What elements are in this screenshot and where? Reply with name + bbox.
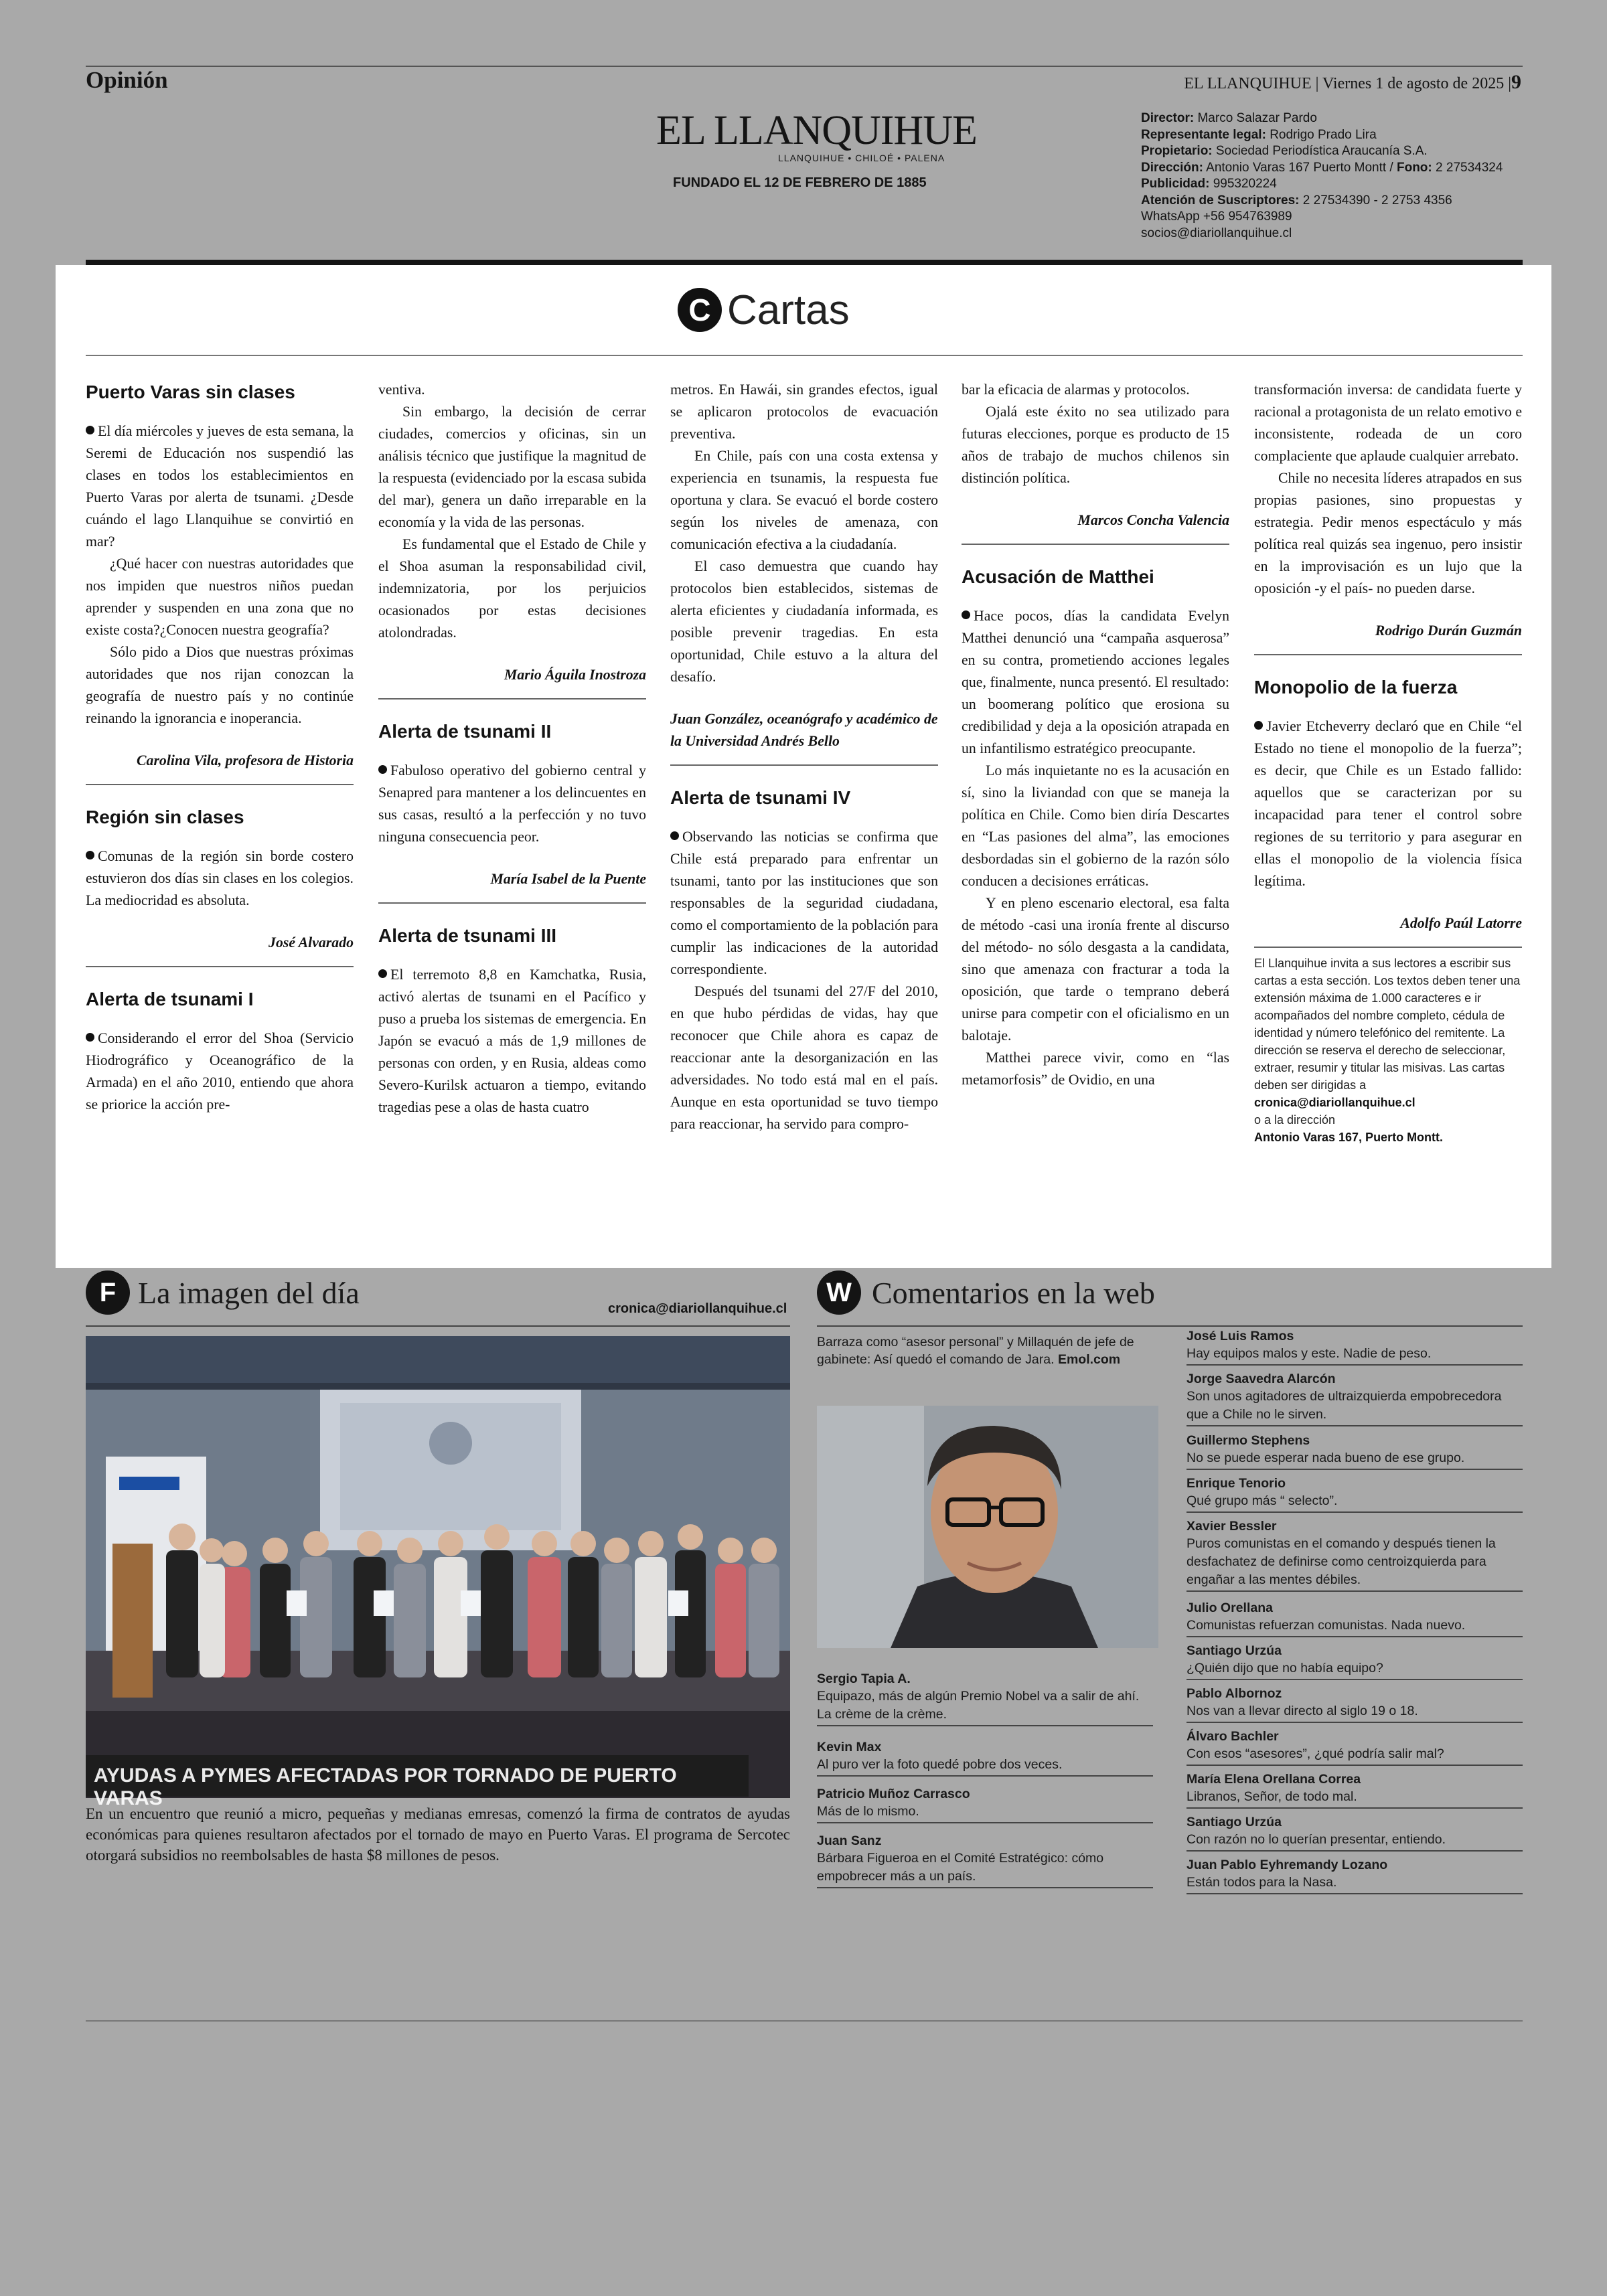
letter-paragraph: El caso demuestra que cuando hay protocolos bien establecidos, sistemas de alerta eficientes y ciudadanía informada, es posible prevenir tragedias. En esta oportunidad, Chile estuvo a la altura del desafío. bbox=[670, 558, 938, 685]
comment-author: Kevin Max bbox=[817, 1740, 882, 1754]
comment-item bbox=[1187, 1686, 1523, 1723]
cartas-column-1 bbox=[86, 379, 354, 1116]
comment-item bbox=[817, 1739, 1153, 1777]
comment-text: Son unos agitadores de ultraizquierda empobrecedora que a Chile no le sirven. bbox=[1187, 1388, 1523, 1426]
letter-signature: José Alvarado bbox=[269, 934, 354, 951]
letter-paragraph: Fabuloso operativo del gobierno central y Senapred para mantener a los delincuentes en sus casas, resultó a la perfección y no tuvo ninguna consecuencia peor. bbox=[378, 760, 646, 848]
comment-item bbox=[1187, 1814, 1523, 1852]
letter-paragraph: Sin embargo, la decisión de cerrar ciudades, comercios y oficinas, sin un análisis técnico que justifique la magnitud de la respuesta (evidenciado por la escasa subida del mar), genera un daño irreparable en la economía y la vida de las personas. bbox=[378, 404, 646, 530]
submission-address: Antonio Varas 167, Puerto Montt. bbox=[1254, 1131, 1444, 1144]
comment-item bbox=[1187, 1643, 1523, 1680]
page-number: 9 bbox=[1511, 71, 1521, 93]
comment-text: Nos van a llevar directo al siglo 19 o 18. bbox=[1187, 1702, 1523, 1723]
comment-text: No se puede esperar nada bueno de ese grupo. bbox=[1187, 1449, 1523, 1470]
imprint-line: Propietario: Sociedad Periodística Araucanía S.A. bbox=[1141, 144, 1428, 158]
letter-paragraph: Sólo pido a Dios que nuestras próximas autoridades que nos rijan conozcan la geografía de nuestro país y no continúe reinando la ignorancia e inoperancia. bbox=[86, 644, 354, 726]
imagen-title: La imagen del día bbox=[138, 1275, 360, 1310]
cartas-column-2 bbox=[378, 379, 646, 1119]
letter-title: Alerta de tsunami II bbox=[378, 721, 552, 742]
comment-text: ¿Quién dijo que no había equipo? bbox=[1187, 1659, 1523, 1680]
imagen-heading bbox=[86, 1270, 360, 1315]
comment-author: Jorge Saavedra Alarcón bbox=[1187, 1372, 1336, 1386]
comentarios-heading bbox=[817, 1270, 1155, 1315]
imprint-line: Representante legal: Rodrigo Prado Lira bbox=[1141, 127, 1377, 142]
comentarios-title: Comentarios en la web bbox=[872, 1275, 1155, 1310]
cartas-rule bbox=[86, 355, 1523, 356]
letter-paragraph: transformación inversa: de candidata fuerte y racional a protagonista de un relato emotivo e inconsistente, rodeada de un coro complaciente que aplaude cualquier arrebato. bbox=[1254, 382, 1522, 464]
letter-separator bbox=[86, 784, 354, 785]
comment-item bbox=[1187, 1771, 1523, 1809]
comment-author: Sergio Tapia A. bbox=[817, 1671, 911, 1686]
masthead-subtitle: LLANQUIHUE • CHILOÉ • PALENA bbox=[778, 153, 945, 163]
letter-title: Monopolio de la fuerza bbox=[1254, 677, 1458, 698]
imagen-f-icon: F bbox=[86, 1270, 130, 1315]
comment-author: María Elena Orellana Correa bbox=[1187, 1772, 1361, 1787]
imagen-text: En un encuentro que reunió a micro, pequeñas y medianas emresas, comenzó la firma de contratos de ayudas económicas para quienes resultaron afectados por el tornado de mayo en Puerto Varas. El programa de Sercotec otorgará subsidios no reembolsables de hasta $8 millones de pesos. bbox=[86, 1805, 790, 1864]
letter-paragraph: Hace pocos, días la candidata Evelyn Matthei denunció una “campaña asquerosa” en su contra, prometiendo acciones legales que, finalmente, nunca presentó. El resultado: un boomerang político que erosiona su credibilidad y deja a la oposición atrapada en un infantilismo estratégico preocupante. bbox=[962, 605, 1229, 760]
comment-text: Al puro ver la foto quedé pobre dos veces. bbox=[817, 1756, 1153, 1777]
comment-item bbox=[817, 1833, 1153, 1888]
comment-text: Qué grupo más “ selecto”. bbox=[1187, 1492, 1523, 1513]
comentarios-rule bbox=[817, 1325, 1523, 1327]
comment-text: Con esos “asesores”, ¿qué podría salir mal? bbox=[1187, 1745, 1523, 1766]
letter-signature: María Isabel de la Puente bbox=[490, 871, 646, 887]
comment-item bbox=[817, 1786, 1153, 1823]
comment-author: José Luis Ramos bbox=[1187, 1329, 1294, 1343]
comment-item bbox=[1187, 1475, 1523, 1513]
comment-text: Con razón no lo querían presentar, entiendo. bbox=[1187, 1831, 1523, 1852]
lead-text: Barraza como “asesor personal” y Millaquén de jefe de gabinete: Así quedó el comando de Jara. bbox=[817, 1335, 1134, 1367]
comment-author: Pablo Albornoz bbox=[1187, 1686, 1282, 1701]
comment-author: Xavier Bessler bbox=[1187, 1519, 1277, 1534]
submission-note-text: El Llanquihue invita a sus lectores a escribir sus cartas a esta sección. Los textos deben tener una extensión máxima de 1.000 caracteres e ir acompañados del nombre completo, cédula de identidad y número telefónico del remitente. La dirección se reserva el derecho de seleccionar, extraer, resumir y titular las misivas. Las cartas deben ser dirigidas a bbox=[1254, 957, 1521, 1092]
letter-title: Alerta de tsunami I bbox=[86, 989, 254, 1009]
cartas-column-3 bbox=[670, 379, 938, 1135]
masthead-title: EL LLANQUIHUE bbox=[656, 108, 977, 153]
letter-separator bbox=[670, 764, 938, 766]
photo-caption: AYUDAS A PYMES AFECTADAS POR TORNADO DE PUERTO VARAS bbox=[86, 1755, 749, 1797]
comment-item bbox=[1187, 1600, 1523, 1637]
comment-author: Julio Orellana bbox=[1187, 1601, 1273, 1615]
portrait-photo bbox=[817, 1406, 1158, 1648]
comment-author: Álvaro Bachler bbox=[1187, 1729, 1279, 1744]
comment-author: Guillermo Stephens bbox=[1187, 1433, 1310, 1448]
imprint-line: socios@diariollanquihue.cl bbox=[1141, 226, 1292, 240]
section-label: Opinión bbox=[86, 67, 168, 93]
letter-signature: Carolina Vila, profesora de Historia bbox=[137, 752, 354, 768]
comment-author: Santiago Urzúa bbox=[1187, 1643, 1282, 1658]
comment-item bbox=[1187, 1371, 1523, 1426]
letter-paragraph: Y en pleno escenario electoral, esa falta de método -casi una ironía frente al discurso del método- no sólo desgasta a la candidata, sino que amenaza con fracturar a toda la oposición, que tarde o temprano deberá unirse para competir con el oficialismo en un balotaje. bbox=[962, 895, 1229, 1044]
comment-text: Hay equipos malos y este. Nadie de peso. bbox=[1187, 1345, 1523, 1366]
comment-author: Juan Pablo Eyhremandy Lozano bbox=[1187, 1858, 1388, 1872]
letter-paragraph: ventiva. bbox=[378, 382, 425, 398]
comment-author: Enrique Tenorio bbox=[1187, 1476, 1286, 1491]
letter-separator bbox=[1254, 947, 1522, 948]
comment-text: Más de lo mismo. bbox=[817, 1803, 1153, 1823]
letter-paragraph: En Chile, país con una costa extensa y experiencia en tsunamis, la respuesta fue oportuna y clara. Se evacuó el borde costero según los niveles de amenaza, con comunicación efectiva a la ciudadanía. bbox=[670, 448, 938, 552]
page-bottom-rule bbox=[86, 2020, 1523, 2022]
letter-paragraph: ¿Qué hacer con nuestras autoridades que nos impiden que nuestros niños puedan aprender y suspenden en una zona que no existe costa?¿Conocen nuestra geografía? bbox=[86, 556, 354, 638]
comment-text: Comunistas refuerzan comunistas. Nada nuevo. bbox=[1187, 1617, 1523, 1637]
imprint-line: Publicidad: 995320224 bbox=[1141, 177, 1277, 191]
letter-paragraph: Javier Etcheverry declaró que en Chile “el Estado no tiene el monopolio de la fuerza”; es decir, que Chile es un Estado fallido: aquellos que se caracterizan por su incapacidad para tener el control sobre regiones de su territorio y para asegurar en ellas el monopolio de la violencia física legítima. bbox=[1254, 716, 1522, 892]
letter-title: Alerta de tsunami IV bbox=[670, 787, 851, 808]
imprint-line: WhatsApp +56 954763989 bbox=[1141, 210, 1292, 224]
letter-paragraph: Comunas de la región sin borde costero estuvieron dos días sin clases en los colegios. La mediocridad es absoluta. bbox=[86, 845, 354, 912]
comment-text: Puros comunistas en el comando y después tienen la desfachatez de definirse como centroizquierda para engañar a las mentes débiles. bbox=[1187, 1535, 1523, 1592]
letter-paragraph: Considerando el error del Shoa (Servicio Hiodrográfico y Oceanográfico de la Armada) en el año 2010, entiendo que ahora se priorice la acción pre- bbox=[86, 1028, 354, 1116]
letter-signature: Juan González, oceanógrafo y académico de la Universidad Andrés Bello bbox=[670, 711, 938, 749]
folio-text: EL LLANQUIHUE | Viernes 1 de agosto de 2025 | bbox=[1184, 75, 1511, 92]
comment-item bbox=[1187, 1518, 1523, 1592]
letter-signature: Marcos Concha Valencia bbox=[1077, 512, 1229, 528]
letter-signature: Mario Águila Inostroza bbox=[504, 667, 646, 683]
letter-separator bbox=[1254, 654, 1522, 655]
letter-paragraph: Matthei parece vivir, como en “las metamorfosis” de Ovidio, en una bbox=[962, 1050, 1229, 1088]
cartas-title: Cartas bbox=[727, 286, 850, 333]
comment-author: Juan Sanz bbox=[817, 1833, 882, 1848]
comentarios-w-icon: W bbox=[817, 1270, 861, 1315]
folio bbox=[1184, 71, 1521, 94]
lead-source[interactable]: Emol.com bbox=[1057, 1352, 1121, 1367]
imprint-line: Dirección: Antonio Varas 167 Puerto Montt / Fono: 2 27534324 bbox=[1141, 160, 1503, 175]
letter-paragraph: Lo más inquietante no es la acusación en sí, sino la liviandad con que se maneja la política en Chile. Como bien diría Descartes en “Las pasiones del alma”, las emociones desbordadas sin el gobierno de la razón sólo conducen a decisiones erráticas. bbox=[962, 762, 1229, 889]
comment-author: Patricio Muñoz Carrasco bbox=[817, 1787, 970, 1801]
submission-or: o a la dirección bbox=[1254, 1113, 1336, 1127]
letter-paragraph: metros. En Hawái, sin grandes efectos, igual se aplicaron protocolos de evacuación preventiva. bbox=[670, 382, 938, 442]
cartas-heading bbox=[678, 286, 850, 333]
letter-paragraph: Después del tsunami del 27/F del 2010, en que hubo pérdidas de vidas, hay que reconocer que Chile ahora es capaz de reaccionar ante la desorganización en las adversidades. No todo está mal en el país. Aunque en esta oportunidad se tuvo tiempo para reaccionar, ha servido para compro- bbox=[670, 983, 938, 1132]
header-rule bbox=[86, 66, 1523, 67]
comment-item bbox=[1187, 1857, 1523, 1894]
letter-paragraph: Observando las noticias se confirma que Chile está preparado para enfrentar un tsunami, tanto por las instituciones que son responsables de la seguridad ciudadana, como el comportamiento de la población para cumplir las indicaciones de la autoridad correspondiente. bbox=[670, 826, 938, 981]
event-photo-illustration bbox=[86, 1336, 790, 1798]
comment-text: Están todos para la Nasa. bbox=[1187, 1874, 1523, 1894]
letter-paragraph: Ojalá este éxito no sea utilizado para futuras elecciones, porque es producto de 15 años de trabajo de muchos chilenos sin distinción política. bbox=[962, 404, 1229, 486]
event-photo bbox=[86, 1336, 790, 1798]
comment-text: Libranos, Señor, de todo mal. bbox=[1187, 1788, 1523, 1809]
imprint bbox=[1141, 110, 1503, 242]
submission-email[interactable]: cronica@diariollanquihue.cl bbox=[1254, 1096, 1415, 1109]
comment-text: Bárbara Figueroa en el Comité Estratégico: cómo empobrecer más a un país. bbox=[817, 1850, 1153, 1888]
letter-separator bbox=[962, 544, 1229, 545]
letter-separator bbox=[378, 698, 646, 700]
imprint-line: Director: Marco Salazar Pardo bbox=[1141, 111, 1317, 125]
masthead-founded: FUNDADO EL 12 DE FEBRERO DE 1885 bbox=[673, 175, 927, 190]
letter-signature: Rodrigo Durán Guzmán bbox=[1375, 623, 1522, 639]
letter-separator bbox=[378, 902, 646, 904]
cartas-column-4 bbox=[962, 379, 1229, 1091]
letter-paragraph: Es fundamental que el Estado de Chile y el Shoa asuman la responsabilidad civil, indemnizatoria, por los perjuicios ocasionados por estas decisiones atolondradas. bbox=[378, 536, 646, 641]
cartas-column-5 bbox=[1254, 379, 1522, 1146]
imagen-rule bbox=[86, 1325, 790, 1327]
letter-separator bbox=[86, 966, 354, 967]
comment-item bbox=[1187, 1432, 1523, 1470]
comment-item bbox=[1187, 1328, 1523, 1366]
letter-paragraph: Chile no necesita líderes atrapados en sus propias pasiones, sino propuestas y estrategia. Pedir menos espectáculo y más política real quizás sea ingenuo, pero insistir en la improvisación es un lujo que la oposición -y el país- no pueden darse. bbox=[1254, 470, 1522, 596]
comment-text: Equipazo, más de algún Premio Nobel va a salir de ahí. La crème de la crème. bbox=[817, 1688, 1153, 1726]
letter-title: Alerta de tsunami III bbox=[378, 925, 557, 946]
comment-author: Santiago Urzúa bbox=[1187, 1815, 1282, 1829]
cartas-c-icon: C bbox=[678, 288, 722, 332]
letter-paragraph: El terremoto 8,8 en Kamchatka, Rusia, activó alertas de tsunami en el Pacífico y puso a prueba los sistemas de emergencia. En Japón se evacuó a más de 1,9 millones de personas con orden, y en Rusia, aldeas como Severo-Kurilsk actuaron a tiempo, evitando tragedias pese a olas de hasta cuatro bbox=[378, 964, 646, 1119]
imprint-line: Atención de Suscriptores: 2 27534390 - 2 2753 4356 bbox=[1141, 193, 1452, 208]
letter-title: Puerto Varas sin clases bbox=[86, 382, 295, 402]
comentarios-lead bbox=[817, 1333, 1158, 1368]
submission-note bbox=[1254, 955, 1522, 1146]
letter-signature: Adolfo Paúl Latorre bbox=[1400, 915, 1522, 931]
portrait-illustration bbox=[817, 1406, 1158, 1648]
comment-item bbox=[817, 1671, 1153, 1726]
letter-title: Acusación de Matthei bbox=[962, 566, 1154, 587]
letter-paragraph: El día miércoles y jueves de esta semana, la Seremi de Educación nos suspendió las clases en todos los establecimientos en Puerto Varas por alerta de tsunami. ¿Desde cuándo el lago Llanquihue se convirtió en mar? bbox=[86, 420, 354, 553]
comment-item bbox=[1187, 1728, 1523, 1766]
letter-title: Región sin clases bbox=[86, 807, 244, 827]
imagen-email[interactable]: cronica@diariollanquihue.cl bbox=[608, 1301, 787, 1316]
letter-paragraph: bar la eficacia de alarmas y protocolos. bbox=[962, 382, 1190, 398]
